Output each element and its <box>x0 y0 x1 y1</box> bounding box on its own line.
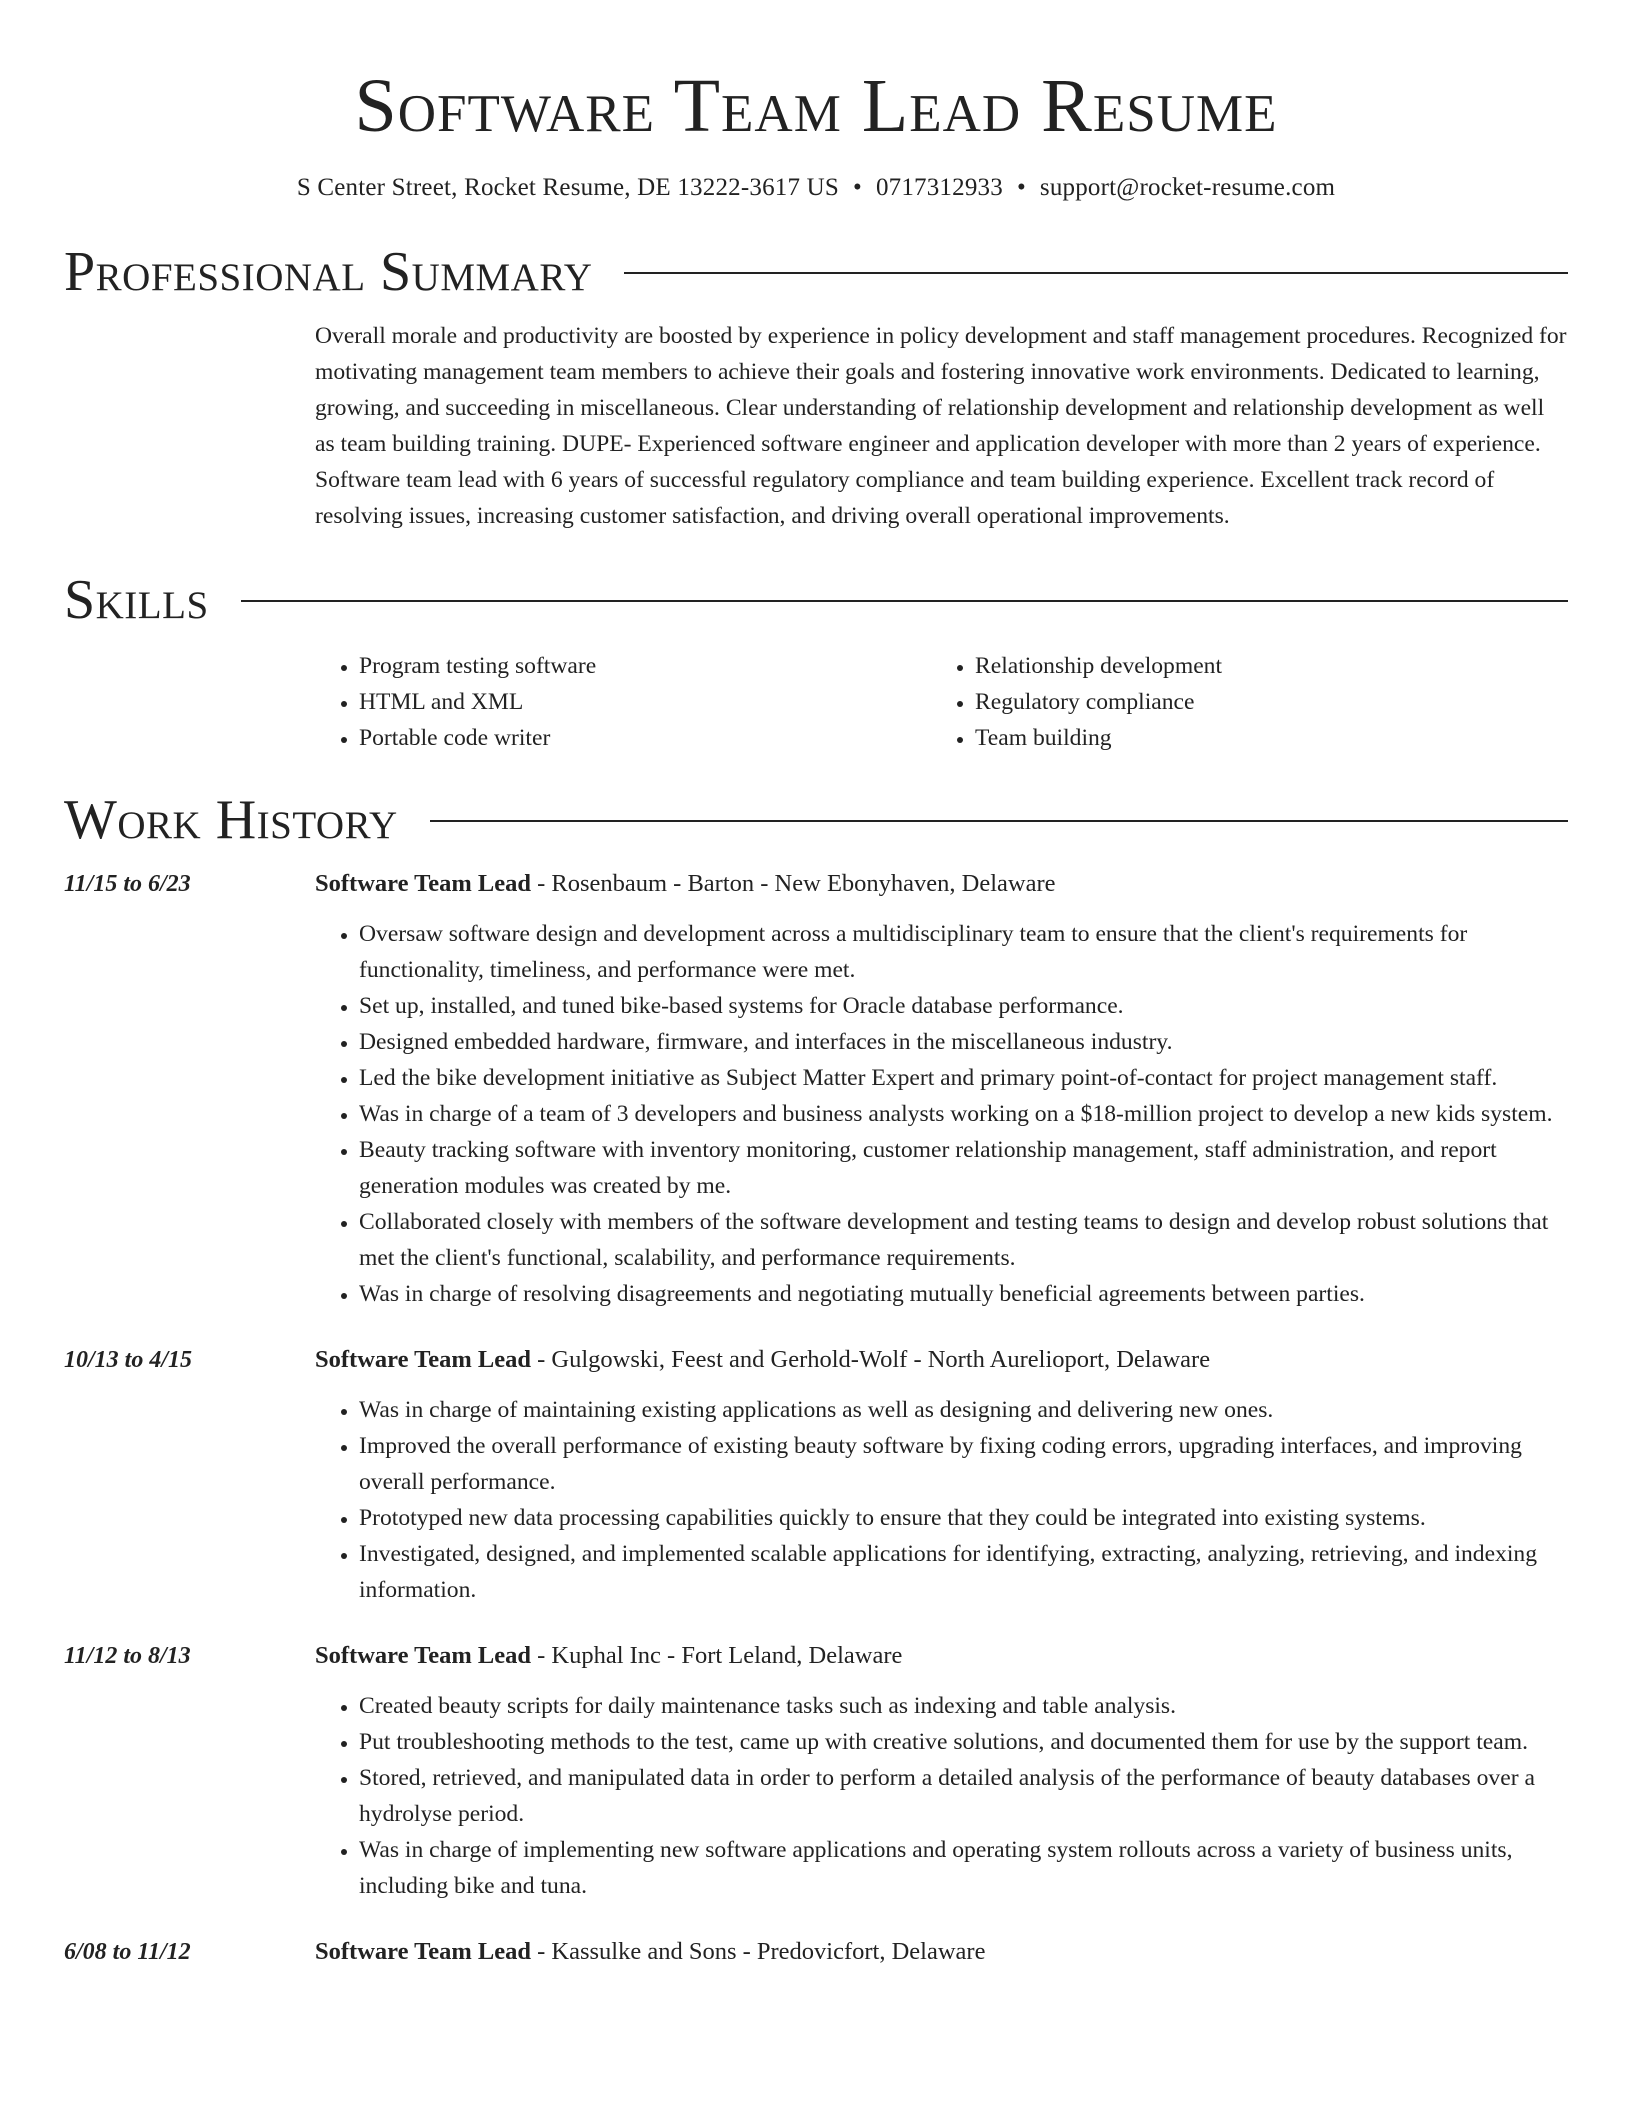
job-dates: 11/12 to 8/13 <box>64 1643 191 1669</box>
summary-section-header <box>64 240 1568 304</box>
job-bullet: • Was in charge of maintaining existing applications as well as designing and delivering new ones. <box>359 1392 1568 1428</box>
contact-line <box>64 172 1568 204</box>
job-employer: - Kassulke and Sons - Predovicfort, Delaware <box>530 1938 986 1965</box>
job-bullet: • Created beauty scripts for daily maintenance tasks such as indexing and table analysis. <box>359 1688 1568 1724</box>
job-bullet: • Was in charge of a team of 3 developers and business analysts working on a $18-million project to develop a new kids system. <box>359 1096 1568 1132</box>
work-section-title: Work History <box>64 789 398 851</box>
job-employer: - Kuphal Inc - Fort Leland, Delaware <box>530 1642 903 1669</box>
skill-item: • Portable code writer <box>359 720 931 756</box>
contact-address: S Center Street, Rocket Resume, DE 13222-3617 US <box>296 174 839 201</box>
skill-item: • Relationship development <box>975 648 1222 684</box>
job-bullets <box>315 1688 1568 1904</box>
job-bullet: • Stored, retrieved, and manipulated data in order to perform a detailed analysis of the performance of beauty databases over a hydrolyse period. <box>359 1760 1568 1832</box>
job-bullet: • Put troubleshooting methods to the test, came up with creative solutions, and documented them for use by the support team. <box>359 1724 1568 1760</box>
job-entry <box>64 1638 1568 1904</box>
section-divider <box>624 272 1568 274</box>
job-bullet: • Was in charge of resolving disagreements and negotiating mutually beneficial agreements between parties. <box>359 1276 1568 1312</box>
skills-column-right <box>931 648 1222 756</box>
job-bullet: • Beauty tracking software with inventory monitoring, customer relationship management, staff administration, and report generation modules was created by me. <box>359 1132 1568 1204</box>
summary-text: Overall morale and productivity are boosted by experience in policy development and staff management procedures. Recognized for motivating management team members to achieve their goals and fostering innovative work environments. Dedicated to learning, growing, and succeeding in miscellaneous. Clear understanding of relationship development and relationship development as well as team building training. DUPE- Experienced software engineer and application developer with more than 2 years of experience. Software team lead with 6 years of successful regulatory compliance and team building experience. Excellent track record of resolving issues, increasing customer satisfaction, and driving overall operational improvements. <box>315 323 1567 529</box>
job-bullet: • Was in charge of implementing new software applications and operating system rollouts across a variety of business units, including bike and tuna. <box>359 1832 1568 1904</box>
skills-section-title: Skills <box>64 569 209 631</box>
job-entry <box>64 1934 1568 1970</box>
job-employer: - Rosenbaum - Barton - New Ebonyhaven, Delaware <box>530 870 1056 897</box>
skills-column-left <box>315 648 931 756</box>
job-bullet: • Collaborated closely with members of the software development and testing teams to design and develop robust solutions that met the client's functional, scalability, and performance requirements. <box>359 1204 1568 1276</box>
skill-item: • HTML and XML <box>359 684 931 720</box>
contact-phone: 0717312933 <box>875 174 1003 201</box>
job-bullet: • Prototyped new data processing capabilities quickly to ensure that they could be integrated into existing systems. <box>359 1500 1568 1536</box>
job-bullet: • Oversaw software design and development across a multidisciplinary team to ensure that the client's requirements for functionality, timeliness, and performance were met. <box>359 916 1568 988</box>
contact-email: support@rocket-resume.com <box>1039 174 1336 201</box>
resume-title: Software Team Lead Resume <box>354 64 1278 148</box>
job-title: Software Team Lead <box>315 870 531 897</box>
job-heading <box>315 866 1568 902</box>
job-bullet: • Improved the overall performance of existing beauty software by fixing coding errors, upgrading interfaces, and improving overall performance. <box>359 1428 1568 1500</box>
job-entry <box>64 1342 1568 1608</box>
section-divider <box>430 820 1568 822</box>
job-bullet: • Investigated, designed, and implemented scalable applications for identifying, extracting, analyzing, retrieving, and indexing information. <box>359 1536 1568 1608</box>
contact-separator: • <box>852 174 862 201</box>
job-entry <box>64 866 1568 1312</box>
job-bullet: • Led the bike development initiative as Subject Matter Expert and primary point-of-contact for project management staff. <box>359 1060 1568 1096</box>
job-dates: 6/08 to 11/12 <box>64 1939 191 1965</box>
skills-section-header <box>64 568 1568 632</box>
job-dates: 10/13 to 4/15 <box>64 1347 193 1373</box>
skill-item: • Team building <box>975 720 1222 756</box>
job-title: Software Team Lead <box>315 1938 531 1965</box>
section-divider <box>241 600 1568 602</box>
skills-list <box>315 648 1568 756</box>
resume-page <box>64 0 1568 1970</box>
job-bullets <box>315 916 1568 1312</box>
job-title: Software Team Lead <box>315 1642 531 1669</box>
job-heading <box>315 1638 1568 1674</box>
job-bullets <box>315 1392 1568 1608</box>
skill-item: • Regulatory compliance <box>975 684 1222 720</box>
summary-section-title: Professional Summary <box>64 241 593 303</box>
job-title: Software Team Lead <box>315 1346 531 1373</box>
job-bullet: • Designed embedded hardware, firmware, and interfaces in the miscellaneous industry. <box>359 1024 1568 1060</box>
job-bullet: • Set up, installed, and tuned bike-based systems for Oracle database performance. <box>359 988 1568 1024</box>
contact-separator: • <box>1016 174 1026 201</box>
job-heading <box>315 1934 1568 1970</box>
job-heading <box>315 1342 1568 1378</box>
skill-item: • Program testing software <box>359 648 931 684</box>
job-employer: - Gulgowski, Feest and Gerhold-Wolf - North Aurelioport, Delaware <box>530 1346 1211 1373</box>
work-section-header <box>64 788 1568 852</box>
job-dates: 11/15 to 6/23 <box>64 871 191 897</box>
